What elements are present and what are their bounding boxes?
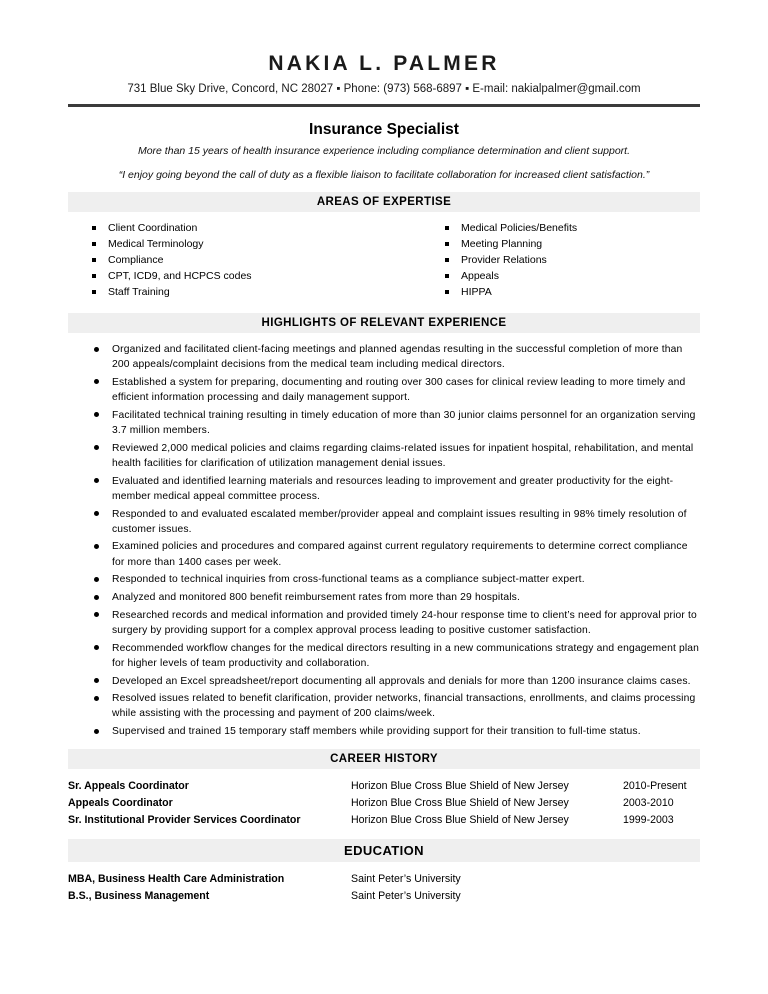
education-school: Saint Peter’s University <box>351 873 461 886</box>
list-item <box>90 253 395 269</box>
round-bullet-icon <box>94 347 99 352</box>
highlight-text: Responded to and evaluated escalated member/provider appeal and complaint issues resulting in 98% timely resolution of customer issues. <box>112 508 687 535</box>
highlight-text: Resolved issues related to benefit clarification, provider networks, financial transactions, enrollments, and claims processing while assisting with the processing and payment of 200 claims/week. <box>112 693 696 720</box>
round-bullet-icon <box>94 645 99 650</box>
square-bullet-icon <box>92 274 96 278</box>
round-bullet-icon <box>94 511 99 516</box>
highlights-list <box>68 342 700 739</box>
round-bullet-icon <box>94 412 99 417</box>
highlight-text: Reviewed 2,000 medical policies and claims regarding claims-related issues for inpatient hospital, rehabilitation, and mental health facilities for clarification of utilization management denial issues. <box>112 442 694 469</box>
square-bullet-icon <box>445 274 449 278</box>
highlight-text: Responded to technical inquiries from cross-functional teams as a compliance subject-matter expert. <box>112 574 585 586</box>
table-row <box>68 812 700 829</box>
round-bullet-icon <box>94 544 99 549</box>
square-bullet-icon <box>92 226 96 230</box>
highlight-text: Supervised and trained 15 temporary staff members while providing support for their transition to full-time status. <box>112 726 641 738</box>
career-role: Sr. Institutional Provider Services Coordinator <box>68 814 301 827</box>
career-company: Horizon Blue Cross Blue Shield of New Jersey <box>351 780 569 793</box>
square-bullet-icon <box>445 226 449 230</box>
highlight-text: Evaluated and identified learning materials and resources leading to improvement and greater productivity for the eight-member medical appeal committee process. <box>112 475 674 502</box>
highlight-text: Analyzed and monitored 800 benefit reimbursement rates from more than 29 hospitals. <box>112 592 520 604</box>
list-item <box>443 269 700 285</box>
square-bullet-icon <box>92 242 96 246</box>
expertise-list <box>68 221 700 301</box>
highlight-text: Facilitated technical training resulting in timely education of more than 30 junior claims personnel for an organization serving 3.7 million members. <box>112 409 696 437</box>
expertise-label: Compliance <box>108 254 164 266</box>
list-item <box>90 539 700 569</box>
career-dates: 1999-2003 <box>623 814 674 827</box>
education-degree: B.S., Business Management <box>68 890 210 903</box>
list-item <box>90 375 700 405</box>
expertise-column-left <box>90 221 395 301</box>
list-item <box>443 237 700 253</box>
square-bullet-icon <box>445 258 449 262</box>
round-bullet-icon <box>94 478 99 483</box>
career-role: Appeals Coordinator <box>68 797 173 810</box>
expertise-label: Meeting Planning <box>461 238 543 250</box>
highlight-text: Recommended workflow changes for the medical directors resulting in a new communications strategy and engagement plan for higher levels of team productivity and collaboration. <box>112 642 700 669</box>
table-row <box>68 778 700 795</box>
education-school: Saint Peter’s University <box>351 890 461 903</box>
highlight-text: Researched records and medical information and provided timely 24-hour response time to client’s need for approval prior to surgery by providing support for a complex approval process leading to positive customer satisfaction. <box>112 609 697 636</box>
career-company: Horizon Blue Cross Blue Shield of New Jersey <box>351 797 569 810</box>
highlight-text: Established a system for preparing, documenting and routing over 300 cases for clinical review leading to more timely and efficient information processing and daily management support. <box>112 376 686 404</box>
list-item <box>90 408 700 438</box>
professional-summary: More than 15 years of health insurance experience including compliance determination and client support. <box>137 145 631 157</box>
education-table <box>68 871 700 905</box>
job-title: Insurance Specialist <box>309 121 459 138</box>
career-history-table <box>68 778 700 829</box>
expertise-label: Medical Policies/Benefits <box>461 222 578 234</box>
list-item <box>90 269 395 285</box>
header-divider <box>68 104 700 107</box>
expertise-label: Staff Training <box>108 286 170 298</box>
round-bullet-icon <box>94 696 99 701</box>
list-item <box>90 237 395 253</box>
list-item <box>443 221 700 237</box>
section-header-career: CAREER HISTORY <box>68 749 700 769</box>
expertise-label: HIPPA <box>461 286 492 298</box>
list-item <box>90 724 700 739</box>
expertise-column-right <box>395 221 700 301</box>
list-item <box>443 253 700 269</box>
career-company: Horizon Blue Cross Blue Shield of New Jersey <box>351 814 569 827</box>
list-item <box>90 590 700 605</box>
list-item <box>90 342 700 372</box>
contact-line: 731 Blue Sky Drive, Concord, NC 28027 ▪ Phone: (973) 568-6897 ▪ E-mail: nakialpalmer@gmail.com <box>127 83 641 95</box>
list-item <box>90 674 700 689</box>
education-degree: MBA, Business Health Care Administration <box>68 873 285 886</box>
expertise-label: Appeals <box>461 270 499 282</box>
round-bullet-icon <box>94 379 99 384</box>
list-item <box>90 691 700 721</box>
career-role: Sr. Appeals Coordinator <box>68 780 189 793</box>
square-bullet-icon <box>92 258 96 262</box>
round-bullet-icon <box>94 729 99 734</box>
expertise-label: Medical Terminology <box>108 238 204 250</box>
section-header-education: EDUCATION <box>68 839 700 862</box>
career-dates: 2010-Present <box>623 780 687 793</box>
personal-quote: “I enjoy going beyond the call of duty as a flexible liaison to facilitate collaboration for increased client satisfaction.” <box>118 169 650 181</box>
section-header-expertise: AREAS OF EXPERTISE <box>68 192 700 212</box>
round-bullet-icon <box>94 445 99 450</box>
list-item <box>443 285 700 301</box>
section-header-highlights: HIGHLIGHTS OF RELEVANT EXPERIENCE <box>68 313 700 333</box>
table-row <box>68 795 700 812</box>
highlight-text: Examined policies and procedures and compared against current regulatory requirements to determine correct compliance for more than 1400 cases per week. <box>112 541 688 568</box>
round-bullet-icon <box>94 678 99 683</box>
list-item <box>90 441 700 471</box>
list-item <box>90 221 395 237</box>
list-item <box>90 641 700 671</box>
expertise-label: Provider Relations <box>461 254 547 266</box>
table-row <box>68 871 700 888</box>
square-bullet-icon <box>92 290 96 294</box>
career-dates: 2003-2010 <box>623 797 674 810</box>
highlight-text: Organized and facilitated client-facing meetings and planned agendas resulting in the successful completion of more than 200 appeals/complaint decisions from the medical team including medical directors. <box>112 344 683 371</box>
expertise-label: CPT, ICD9, and HCPCS codes <box>108 270 252 282</box>
list-item <box>90 507 700 537</box>
list-item <box>90 285 395 301</box>
square-bullet-icon <box>445 290 449 294</box>
round-bullet-icon <box>94 595 99 600</box>
highlight-text: Developed an Excel spreadsheet/report documenting all approvals and denials for more than 1200 insurance claims cases. <box>112 675 691 687</box>
list-item <box>90 608 700 638</box>
list-item <box>90 474 700 504</box>
list-item <box>90 572 700 587</box>
expertise-label: Client Coordination <box>108 222 198 234</box>
candidate-name: NAKIA L. PALMER <box>268 52 500 75</box>
table-row <box>68 888 700 905</box>
round-bullet-icon <box>94 612 99 617</box>
square-bullet-icon <box>445 242 449 246</box>
round-bullet-icon <box>94 577 99 582</box>
